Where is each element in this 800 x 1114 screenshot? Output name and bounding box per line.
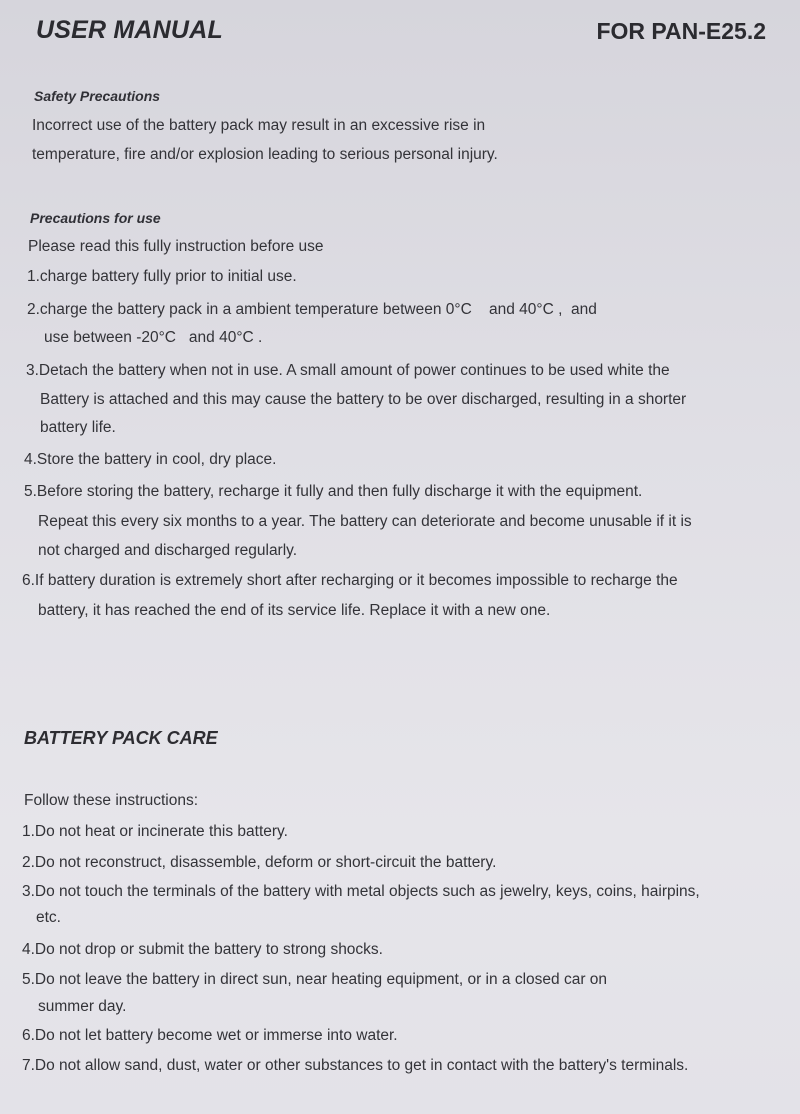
model-label: FOR PAN-E25.2	[596, 18, 766, 44]
precaution-item-6-line-1: 6.If battery duration is extremely short after recharging or it becomes impossible to recharge the	[22, 572, 678, 589]
precautions-intro: Please read this fully instruction before use	[28, 238, 324, 255]
precautions-heading: Precautions for use	[30, 210, 161, 226]
precaution-item-1: 1.charge battery fully prior to initial use.	[27, 268, 297, 285]
precaution-item-2-line-2: use between -20°C and 40°C .	[44, 329, 263, 346]
precaution-item-3-line-1: 3.Detach the battery when not in use. A small amount of power continues to be used white the	[26, 362, 670, 379]
safety-line-1: Incorrect use of the battery pack may result in an excessive rise in	[32, 117, 486, 134]
care-heading: BATTERY PACK CARE	[24, 728, 218, 748]
precaution-item-5-line-1: 5.Before storing the battery, recharge it fully and then fully discharge it with the equipment.	[24, 483, 643, 500]
care-intro: Follow these instructions:	[24, 792, 199, 809]
precaution-item-5-line-2: Repeat this every six months to a year. The battery can deteriorate and become unusable if it is	[38, 513, 692, 530]
safety-line-2: temperature, fire and/or explosion leading to serious personal injury.	[32, 146, 498, 163]
care-item-5-line-1: 5.Do not leave the battery in direct sun, near heating equipment, or in a closed car on	[22, 971, 608, 988]
care-item-3-line-1: 3.Do not touch the terminals of the battery with metal objects such as jewelry, keys, coins, hairpins,	[22, 883, 700, 900]
care-item-7: 7.Do not allow sand, dust, water or other substances to get in contact with the battery's terminals.	[22, 1057, 689, 1074]
manual-title: USER MANUAL	[36, 16, 223, 44]
care-item-5-line-2: summer day.	[38, 998, 127, 1015]
precaution-item-5-line-3: not charged and discharged regularly.	[38, 542, 298, 559]
precaution-item-4: 4.Store the battery in cool, dry place.	[24, 451, 277, 468]
care-item-1: 1.Do not heat or incinerate this battery.	[22, 823, 288, 840]
precaution-item-3-line-2: Battery is attached and this may cause the battery to be over discharged, resulting in a shorter	[40, 391, 687, 408]
precaution-item-2-line-1: 2.charge the battery pack in a ambient temperature between 0°C and 40°C , and	[27, 301, 597, 318]
care-item-2: 2.Do not reconstruct, disassemble, deform or short-circuit the battery.	[22, 854, 497, 871]
care-item-4: 4.Do not drop or submit the battery to strong shocks.	[22, 941, 383, 958]
precaution-item-6-line-2: battery, it has reached the end of its service life. Replace it with a new one.	[38, 602, 551, 619]
care-item-3-line-2: etc.	[36, 909, 61, 926]
precaution-item-3-line-3: battery life.	[40, 419, 116, 436]
safety-heading: Safety Precautions	[34, 88, 161, 104]
care-item-6: 6.Do not let battery become wet or immerse into water.	[22, 1027, 398, 1044]
page-header	[36, 14, 766, 50]
